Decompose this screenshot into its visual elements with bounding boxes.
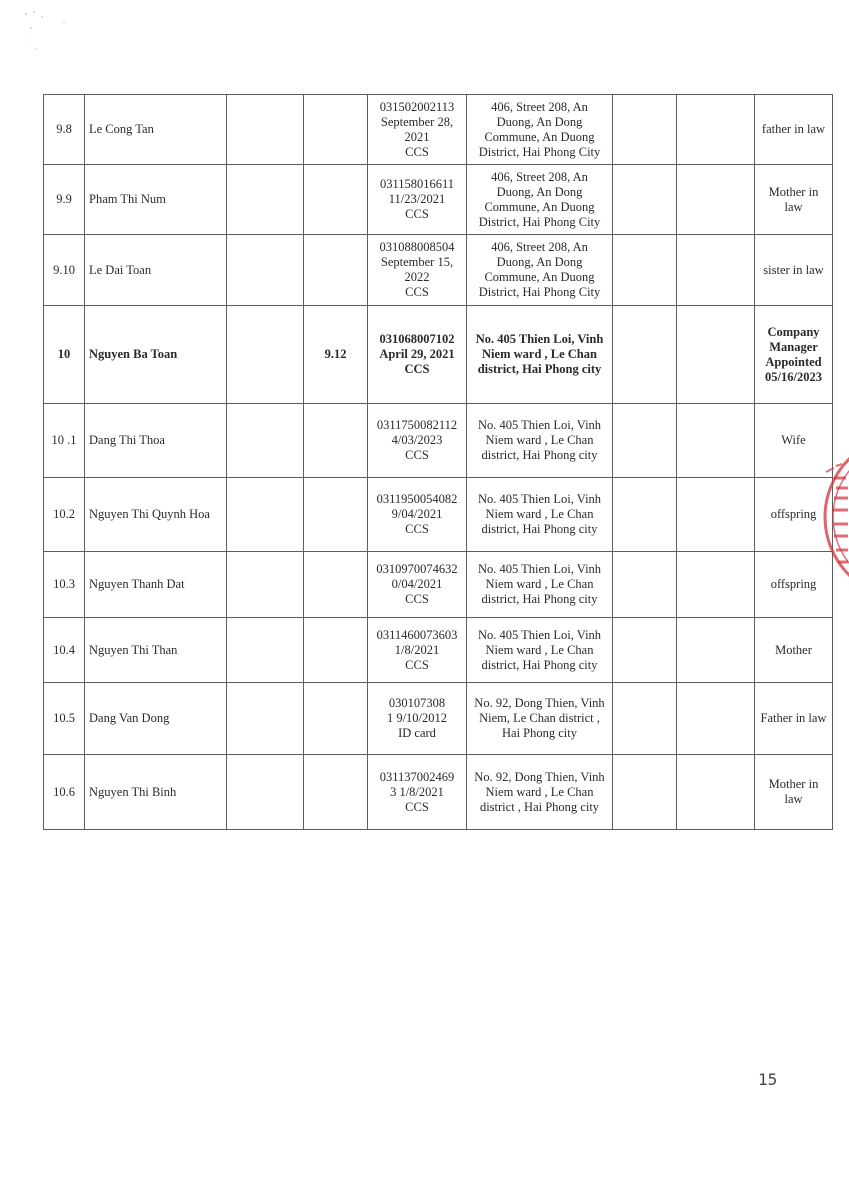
relationship: Mother in law — [755, 165, 833, 235]
id-type: CCS — [405, 207, 429, 221]
scan-specks — [22, 8, 82, 58]
row-number: 10.3 — [44, 552, 85, 618]
id-type: CCS — [405, 144, 429, 159]
empty-cell — [677, 478, 755, 552]
address: No. 405 Thien Loi, Vinh Niem ward , Le Chan district, Hai Phong city — [467, 618, 613, 683]
id-number: 0310970074632 — [376, 562, 458, 576]
empty-cell — [677, 235, 755, 306]
id-type: CCS — [405, 522, 429, 536]
person-name: Nguyen Thi Binh — [85, 755, 227, 830]
relationship: sister in law — [755, 235, 833, 306]
person-name: Pham Thi Num — [85, 165, 227, 235]
id-date: 11/23/2021 — [388, 192, 446, 206]
relationship: father in law — [755, 95, 833, 165]
empty-cell — [613, 306, 677, 404]
person-name: Nguyen Thanh Dat — [85, 552, 227, 618]
position-cell — [304, 235, 368, 306]
id-cell — [368, 165, 467, 235]
table-row — [44, 95, 833, 165]
empty-cell — [613, 165, 677, 235]
empty-cell — [227, 755, 304, 830]
table-row — [44, 618, 833, 683]
position-cell — [304, 552, 368, 618]
address: 406, Street 208, An Duong, An Dong Commune, An Duong District, Hai Phong City — [467, 235, 613, 306]
position-cell — [304, 618, 368, 683]
person-name: Nguyen Thi Quynh Hoa — [85, 478, 227, 552]
relationship: Wife — [755, 404, 833, 478]
relationship: Company Manager Appointed 05/16/2023 — [755, 306, 833, 404]
id-date: 4/03/2023 — [391, 433, 443, 447]
position-cell — [304, 165, 368, 235]
id-type: CCS — [405, 285, 429, 299]
id-date: 1 9/10/2012 — [386, 711, 448, 725]
id-cell — [368, 95, 467, 165]
row-number: 10.4 — [44, 618, 85, 683]
row-number: 9.9 — [44, 165, 85, 235]
id-type: CCS — [405, 448, 429, 462]
person-name: Dang Thi Thoa — [85, 404, 227, 478]
id-date: 3 1/8/2021 — [390, 784, 444, 799]
id-date: September 15, 2022 — [380, 255, 454, 284]
row-number: 9.10 — [44, 235, 85, 306]
relationship: offspring — [755, 552, 833, 618]
relationship: offspring — [755, 478, 833, 552]
id-date: September 28, 2021 — [380, 114, 454, 144]
id-cell — [368, 755, 467, 830]
empty-cell — [227, 95, 304, 165]
position-cell — [304, 404, 368, 478]
id-cell — [368, 683, 467, 755]
empty-cell — [677, 306, 755, 404]
row-number: 10.6 — [44, 755, 85, 830]
table-row — [44, 306, 833, 404]
empty-cell — [677, 552, 755, 618]
relatives-table — [43, 94, 833, 830]
id-cell — [368, 478, 467, 552]
table-row — [44, 552, 833, 618]
position-cell — [304, 755, 368, 830]
position-cell — [304, 683, 368, 755]
empty-cell — [227, 404, 304, 478]
empty-cell — [227, 306, 304, 404]
row-number: 10.2 — [44, 478, 85, 552]
relationship: Father in law — [755, 683, 833, 755]
address: No. 405 Thien Loi, Vinh Niem ward , Le Chan district, Hai Phong city — [467, 306, 613, 404]
id-cell — [368, 552, 467, 618]
id-type: ID card — [398, 726, 436, 740]
table-row — [44, 755, 833, 830]
id-number: 0311750082112 — [376, 418, 458, 432]
id-number: 031502002113 — [379, 99, 455, 114]
id-cell — [368, 618, 467, 683]
empty-cell — [677, 404, 755, 478]
id-number: 030107308 — [388, 696, 446, 710]
empty-cell — [613, 95, 677, 165]
empty-cell — [227, 235, 304, 306]
id-cell — [368, 306, 467, 404]
id-type: CCS — [405, 592, 429, 606]
id-type: CCS — [404, 362, 430, 376]
empty-cell — [227, 618, 304, 683]
id-number: 031158016611 — [379, 177, 455, 191]
id-cell — [368, 404, 467, 478]
id-type: CCS — [405, 799, 429, 814]
row-number: 9.8 — [44, 95, 85, 165]
row-number: 10.5 — [44, 683, 85, 755]
id-number: 0311950054082 — [376, 492, 458, 506]
person-name: Le Cong Tan — [85, 95, 227, 165]
empty-cell — [613, 235, 677, 306]
empty-cell — [227, 478, 304, 552]
position-cell — [304, 478, 368, 552]
table-row — [44, 683, 833, 755]
address: No. 405 Thien Loi, Vinh Niem ward , Le Chan district, Hai Phong city — [467, 404, 613, 478]
table-row — [44, 235, 833, 306]
row-number: 10 .1 — [44, 404, 85, 478]
id-date: 0/04/2021 — [391, 577, 443, 591]
person-name: Nguyen Ba Toan — [85, 306, 227, 404]
id-cell — [368, 235, 467, 306]
address: 406, Street 208, An Duong, An Dong Commune, An Duong District, Hai Phong City — [467, 95, 613, 165]
empty-cell — [227, 165, 304, 235]
empty-cell — [613, 683, 677, 755]
empty-cell — [613, 552, 677, 618]
empty-cell — [677, 755, 755, 830]
id-number: 031137002469 — [379, 769, 455, 784]
id-date: April 29, 2021 — [379, 347, 455, 361]
empty-cell — [677, 683, 755, 755]
empty-cell — [677, 95, 755, 165]
page-number: 15 — [758, 1070, 778, 1089]
id-number: 0311460073603 — [376, 627, 458, 642]
id-date: 1/8/2021 — [394, 642, 440, 657]
empty-cell — [613, 404, 677, 478]
id-number: 031068007102 — [379, 332, 455, 346]
address: No. 405 Thien Loi, Vinh Niem ward , Le Chan district, Hai Phong city — [467, 552, 613, 618]
address: No. 405 Thien Loi, Vinh Niem ward , Le Chan district, Hai Phong city — [467, 478, 613, 552]
address: 406, Street 208, An Duong, An Dong Commune, An Duong District, Hai Phong City — [467, 165, 613, 235]
relationship: Mother — [755, 618, 833, 683]
empty-cell — [613, 478, 677, 552]
empty-cell — [677, 618, 755, 683]
table-row — [44, 478, 833, 552]
empty-cell — [613, 618, 677, 683]
address: No. 92, Dong Thien, Vinh Niem, Le Chan district , Hai Phong city — [467, 683, 613, 755]
person-name: Le Dai Toan — [85, 235, 227, 306]
relationship: Mother in law — [755, 755, 833, 830]
table-row — [44, 404, 833, 478]
person-name: Nguyen Thi Than — [85, 618, 227, 683]
row-number: 10 — [44, 306, 85, 404]
empty-cell — [677, 165, 755, 235]
empty-cell — [613, 755, 677, 830]
empty-cell — [227, 683, 304, 755]
table-row — [44, 165, 833, 235]
empty-cell — [227, 552, 304, 618]
id-type: CCS — [405, 657, 429, 672]
id-date: 9/04/2021 — [391, 507, 443, 521]
id-number: 031088008504 — [379, 240, 455, 254]
company-seal-stamp — [812, 432, 849, 602]
address: No. 92, Dong Thien, Vinh Niem ward , Le Chan district , Hai Phong city — [467, 755, 613, 830]
position-cell: 9.12 — [304, 306, 368, 404]
position-cell — [304, 95, 368, 165]
person-name: Dang Van Dong — [85, 683, 227, 755]
